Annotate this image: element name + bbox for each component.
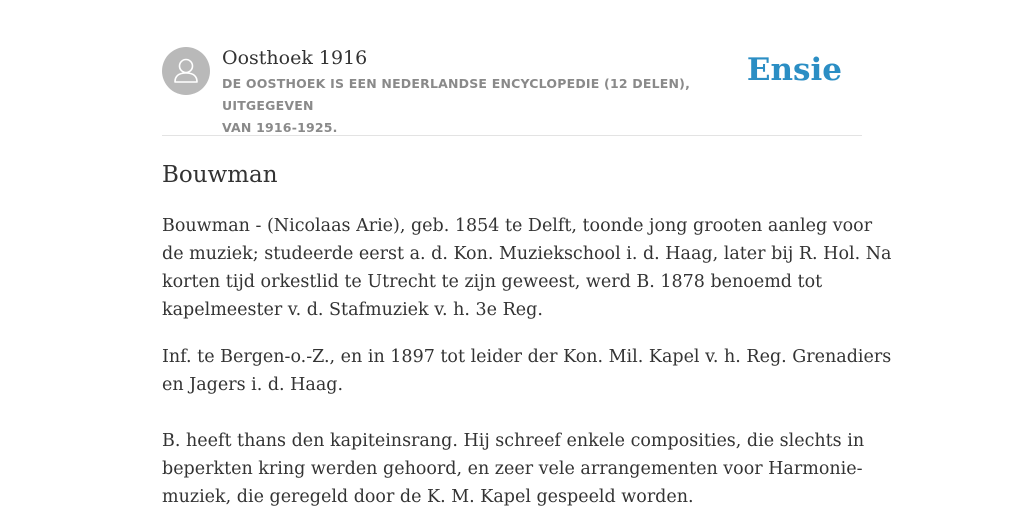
- entry-title: Bouwman: [162, 162, 278, 188]
- entry-content: [162, 212, 892, 511]
- text-line: beperkten kring werden gehoord, en zeer vele arrangementen voor Harmonie-: [162, 459, 863, 479]
- source-description-line: VAN 1916-1925.: [222, 120, 338, 135]
- source-title[interactable]: Oosthoek 1916: [222, 47, 368, 69]
- text-line: muziek, die geregeld door de K. M. Kapel gespeeld worden.: [162, 487, 694, 507]
- text-line: de muziek; studeerde eerst a. d. Kon. Muziekschool i. d. Haag, later bij R. Hol. Na: [162, 244, 892, 264]
- avatar[interactable]: [162, 47, 210, 95]
- source-description: [222, 73, 762, 139]
- text-line: kapelmeester v. d. Stafmuziek v. h. 3e Reg.: [162, 300, 543, 320]
- text-line: Inf. te Bergen-o.-Z., en in 1897 tot leider der Kon. Mil. Kapel v. h. Reg. Grenadiers: [162, 347, 892, 367]
- text-line: en Jagers i. d. Haag.: [162, 375, 344, 395]
- header-divider: [162, 135, 862, 136]
- text-line: korten tijd orkestlid te Utrecht te zijn geweest, werd B. 1878 benoemd tot: [162, 272, 823, 292]
- text-line: Bouwman - (Nicolaas Arie), geb. 1854 te Delft, toonde jong grooten aanleg voor: [162, 216, 873, 236]
- text-line: B. heeft thans den kapiteinsrang. Hij schreef enkele composities, die slechts in: [162, 431, 865, 451]
- entry-paragraph: [162, 427, 867, 511]
- source-description-line: DE OOSTHOEK IS EEN NEDERLANDSE ENCYCLOPEDIE (12 DELEN), UITGEGEVEN: [222, 76, 691, 113]
- user-icon: [162, 47, 210, 95]
- ensie-logo[interactable]: Ensie: [746, 52, 842, 88]
- entry-paragraph: [162, 343, 892, 399]
- source-header: [162, 46, 862, 136]
- entry-paragraph: [162, 212, 892, 324]
